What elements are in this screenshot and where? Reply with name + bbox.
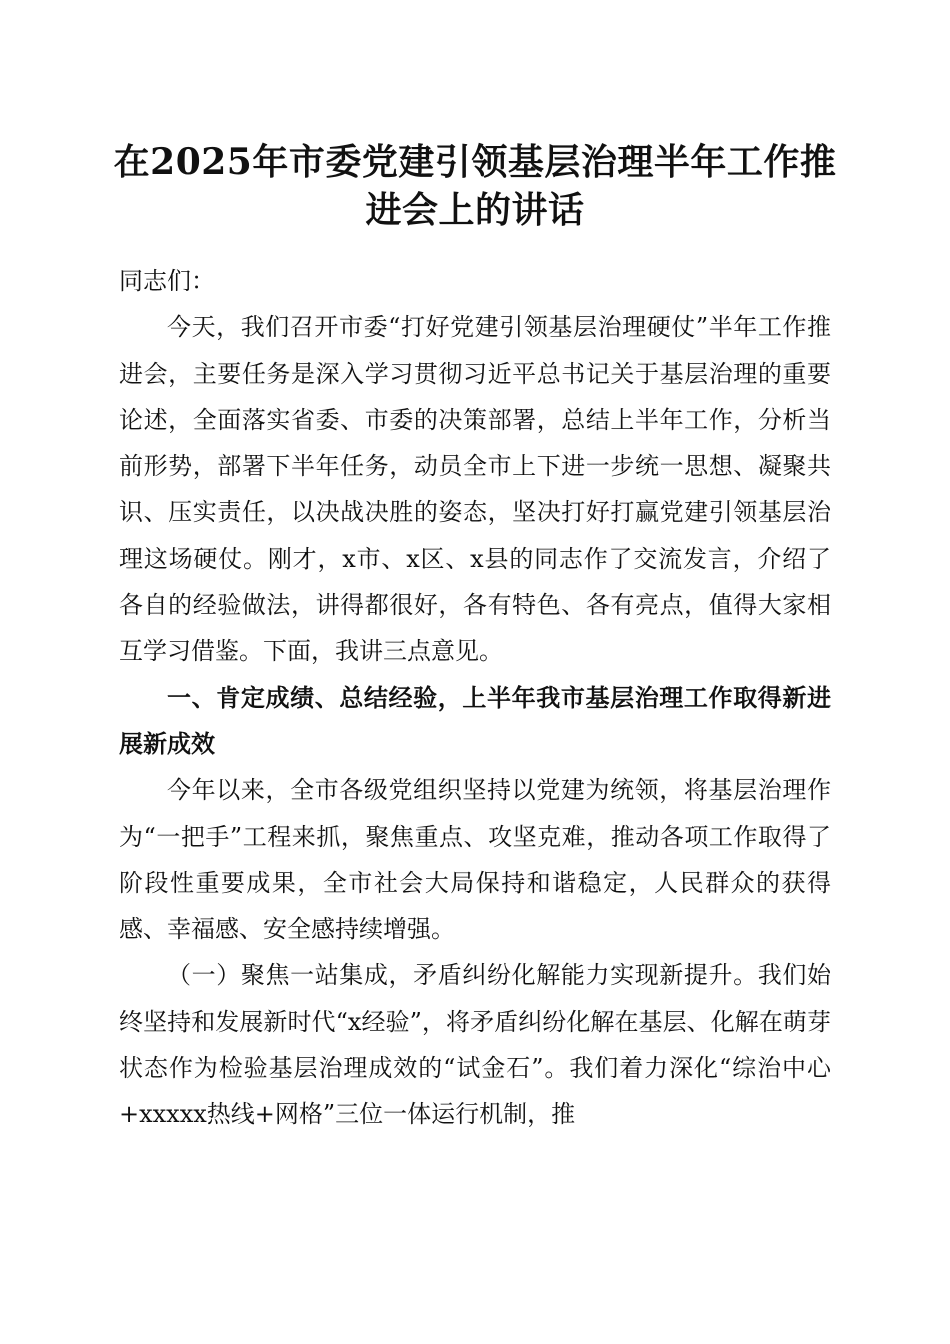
title-line-1: 在2025年市委党建引领基层治理半年工作推 <box>113 141 837 183</box>
document-title <box>110 138 840 234</box>
section-1-paragraph: 今年以来，全市各级党组织坚持以党建为统领，将基层治理作为“一把手”工程来抓，聚焦重点、攻坚克难，推动各项工作取得了阶段性重要成果，全市社会大局保持和谐稳定，人民群众的获得感、幸福感、安全感持续增强。 <box>119 776 831 944</box>
salutation: 同志们： <box>119 267 215 295</box>
title-line-2: 进会上的讲话 <box>365 189 585 231</box>
document-body <box>119 258 831 1138</box>
subsection-1-paragraph: （一）聚焦一站集成，矛盾纠纷化解能力实现新提升。我们始终坚持和发展新时代“x经验”，将矛盾纠纷化解在基层、化解在萌芽状态作为检验基层治理成效的“试金石”。我们着力深化“综治中心+xxxxx热线+网格”三位一体运行机制，推 <box>119 961 831 1129</box>
opening-paragraph: 今天，我们召开市委“打好党建引领基层治理硬仗”半年工作推进会，主要任务是深入学习贯彻习近平总书记关于基层治理的重要论述，全面落实省委、市委的决策部署，总结上半年工作，分析当前形势，部署下半年任务，动员全市上下进一步统一思想、凝聚共识、压实责任，以决战决胜的姿态，坚决打好打赢党建引领基层治理这场硬仗。刚才，x市、x区、x县的同志作了交流发言，介绍了各自的经验做法，讲得都很好，各有特色、各有亮点，值得大家相互学习借鉴。下面，我讲三点意见。 <box>119 313 831 666</box>
section-heading-1: 一、肯定成绩、总结经验，上半年我市基层治理工作取得新进展新成效 <box>119 683 831 758</box>
